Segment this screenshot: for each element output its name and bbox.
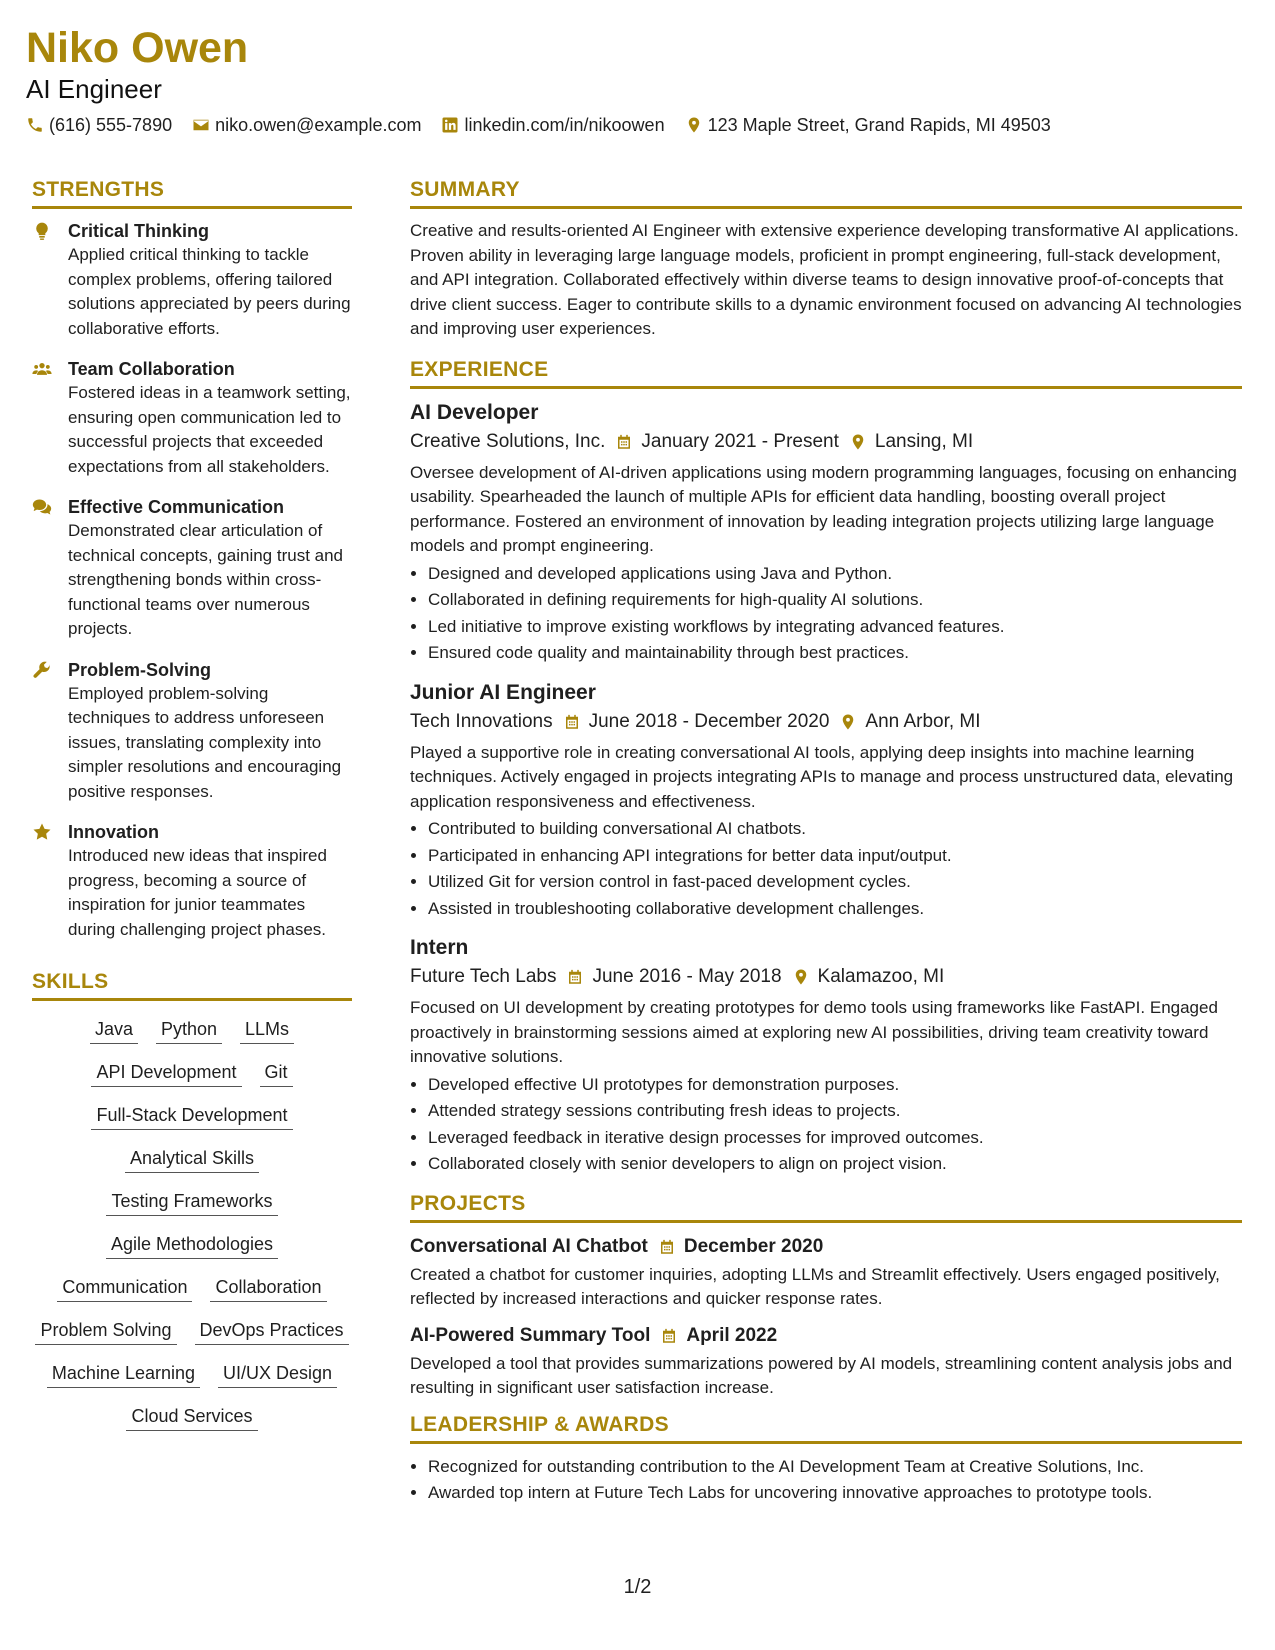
strength-description: Applied critical thinking to tackle complex problems, offering tailored solutions appreciated by peers during collaborative efforts.: [68, 245, 351, 338]
skill-tag: Testing Frameworks: [106, 1189, 277, 1216]
skill-row: [32, 1189, 352, 1216]
strength-description: Introduced new ideas that inspired progress, becoming a source of inspiration for junior teammates during challenging project phases.: [68, 846, 327, 939]
skill-tag: Cloud Services: [126, 1404, 257, 1431]
awards-heading: LEADERSHIP & AWARDS: [410, 1411, 1242, 1444]
project-description: Created a chatbot for customer inquiries, adopting LLMs and Streamlit effectively. Users engaged positively, reflected by increased interactions and quicker response rates.: [410, 1264, 1220, 1308]
skill-tag: Full-Stack Development: [91, 1103, 292, 1130]
skill-tag: Communication: [57, 1275, 192, 1302]
list-item: • Designed and developed applications using Java and Python.: [428, 561, 1242, 588]
list-item: • Ensured code quality and maintainability through best practices.: [428, 640, 1242, 667]
map-marker-icon: [792, 968, 810, 986]
contact-linkedin[interactable]: [441, 114, 664, 136]
list-item: • Collaborated in defining requirements for high-quality AI solutions.: [428, 587, 1242, 614]
resume-header: [26, 22, 1226, 136]
skill-tag: Git: [260, 1060, 293, 1087]
contact-phone: [26, 114, 172, 136]
skill-row: [32, 1361, 352, 1388]
left-column: [32, 176, 352, 1447]
page-number: 1/2: [623, 1576, 652, 1598]
job-bullets: [410, 561, 1242, 667]
project-date: [660, 1322, 777, 1350]
calendar-icon: [563, 713, 581, 731]
summary-text: Creative and results-oriented AI Engineer with extensive experience developing transformative AI applications. Proven ability in leveraging large language models, proficient in prompt engineering, full-stack development, and API integration. Collaborated effectively within diverse teams to design innovative proof-of-concepts that drive client success. Eager to contribute skills to a dynamic environment focused on advancing AI technologies and improving user experiences.: [410, 221, 1242, 338]
job-entry: [410, 934, 1242, 1178]
calendar-icon: [615, 433, 633, 451]
users-icon: [32, 359, 52, 379]
job-description: Played a supportive role in creating conversational AI tools, applying deep insights into machine learning techniques. Actively engaged in projects integrating APIs to manage and process unstructured data, elevating application responsiveness and effectiveness.: [410, 742, 1234, 811]
project-title: Conversational AI Chatbot: [410, 1235, 648, 1257]
list-item: • Contributed to building conversational AI chatbots.: [428, 816, 1242, 843]
job-dates-text: January 2021 - Present: [641, 430, 839, 452]
strength-icon-wrap: [32, 495, 56, 642]
skill-tag: Collaboration: [210, 1275, 326, 1302]
map-marker-icon: [849, 433, 867, 451]
map-marker-icon: [839, 713, 857, 731]
strengths-heading: STRENGTHS: [32, 176, 352, 209]
strength-item: [32, 357, 352, 479]
calendar-icon: [660, 1327, 678, 1345]
job-location: [792, 962, 945, 992]
skill-tag: Analytical Skills: [125, 1146, 259, 1173]
strength-icon-wrap: [32, 820, 56, 942]
job-location-text: Kalamazoo, MI: [817, 966, 945, 987]
strength-description: Employed problem-solving techniques to address unforeseen issues, translating complexity into simpler resolutions and encouraging positive responses.: [68, 683, 342, 801]
strength-icon-wrap: [32, 658, 56, 805]
project-entry: [410, 1233, 1242, 1312]
strength-description: Demonstrated clear articulation of technical concepts, gaining trust and strengthening bonds within cross-functional teams over numerous projects.: [68, 521, 344, 638]
skill-row: [32, 1146, 352, 1173]
strength-item: [32, 219, 352, 341]
project-date-text: December 2020: [683, 1235, 824, 1257]
skill-tag: UI/UX Design: [218, 1361, 337, 1388]
job-meta: [410, 427, 1242, 457]
job-dates: [566, 962, 781, 992]
skill-tag: Java: [90, 1017, 138, 1044]
contact-email[interactable]: [192, 114, 421, 136]
job-company: Future Tech Labs: [410, 966, 557, 987]
experience-list: [410, 399, 1242, 1178]
envelope-icon: [192, 116, 210, 134]
skill-tag: Machine Learning: [47, 1361, 200, 1388]
job-title: Junior AI Engineer: [410, 680, 596, 704]
linkedin-link[interactable]: linkedin.com/in/nikoowen: [464, 115, 665, 135]
list-item: • Collaborated closely with senior developers to align on project vision.: [428, 1151, 1242, 1178]
strength-body: [68, 495, 352, 642]
strength-item: [32, 495, 352, 642]
email-link[interactable]: niko.owen@example.com: [215, 115, 422, 135]
list-item: • Developed effective UI prototypes for demonstration purposes.: [428, 1072, 1242, 1099]
experience-heading: EXPERIENCE: [410, 356, 1242, 389]
strength-body: [68, 658, 352, 805]
calendar-icon: [566, 968, 584, 986]
phone-text: (616) 555-7890: [49, 115, 173, 135]
skill-row: [32, 1060, 352, 1087]
right-column: [410, 176, 1242, 1507]
job-location: [839, 707, 980, 737]
job-bullets: [410, 816, 1242, 922]
phone-icon: [26, 116, 44, 134]
project-date-text: April 2022: [686, 1324, 778, 1346]
skill-tag: LLMs: [240, 1017, 294, 1044]
job-description: Focused on UI development by creating prototypes for demo tools using frameworks like FastAPI. Engaged proactively in brainstorming sessions aimed at exploring new AI possibilities, driving team creativity toward innovative solutions.: [410, 998, 1218, 1066]
list-item: • Assisted in troubleshooting collaborative development challenges.: [428, 896, 1242, 923]
strength-icon-wrap: [32, 357, 56, 479]
project-title: AI-Powered Summary Tool: [410, 1324, 651, 1346]
project-header: [410, 1322, 1242, 1350]
skill-tag: Python: [156, 1017, 222, 1044]
star-icon: [32, 822, 52, 842]
list-item: • Utilized Git for version control in fast-paced development cycles.: [428, 869, 1242, 896]
skill-row: [32, 1275, 352, 1302]
summary-heading: SUMMARY: [410, 176, 1242, 209]
skill-row: [32, 1017, 352, 1044]
job-meta: [410, 962, 1242, 992]
skill-row: [32, 1404, 352, 1431]
skill-row: [32, 1103, 352, 1130]
comments-icon: [32, 497, 52, 517]
strength-body: [68, 820, 352, 942]
list-item: • Participated in enhancing API integrations for better data input/output.: [428, 843, 1242, 870]
strength-body: [68, 357, 352, 479]
list-item: • Recognized for outstanding contribution to the AI Development Team at Creative Solutions, Inc.: [428, 1454, 1242, 1481]
candidate-title: AI Engineer: [26, 74, 162, 104]
project-entry: [410, 1322, 1242, 1401]
job-location-text: Lansing, MI: [874, 430, 974, 452]
address-text: 123 Maple Street, Grand Rapids, MI 49503: [707, 115, 1051, 135]
strength-title: Innovation: [68, 822, 159, 842]
strength-description: Fostered ideas in a teamwork setting, ensuring open communication led to successful projects that exceeded expectations from all stakeholders.: [68, 383, 351, 476]
job-entry: [410, 399, 1242, 667]
job-meta: [410, 707, 1242, 737]
contact-bar: [26, 114, 1226, 136]
skill-row: [32, 1318, 352, 1345]
job-location-text: Ann Arbor, MI: [865, 710, 981, 732]
skill-tag: Agile Methodologies: [106, 1232, 278, 1259]
list-item: • Leveraged feedback in iterative design processes for improved outcomes.: [428, 1125, 1242, 1152]
skills-section: [32, 968, 352, 1431]
strength-title: Problem-Solving: [68, 659, 212, 680]
strength-icon-wrap: [32, 219, 56, 341]
skill-tag: Problem Solving: [35, 1318, 176, 1345]
job-company: Tech Innovations: [410, 710, 553, 732]
strength-item: [32, 820, 352, 942]
list-item: • Led initiative to improve existing workflows by integrating advanced features.: [428, 614, 1242, 641]
list-item: • Awarded top intern at Future Tech Labs for uncovering innovative approaches to prototype tools.: [428, 1480, 1242, 1507]
strength-title: Team Collaboration: [68, 359, 235, 379]
job-title: Intern: [410, 936, 469, 959]
linkedin-icon: [441, 116, 459, 134]
strength-item: [32, 658, 352, 805]
projects-list: [410, 1233, 1242, 1401]
strengths-list: [32, 219, 352, 942]
skill-tag: DevOps Practices: [195, 1318, 349, 1345]
lightbulb-icon: [32, 221, 52, 241]
contact-address: [685, 114, 1051, 136]
job-dates-text: June 2016 - May 2018: [592, 966, 782, 987]
strength-body: [68, 219, 352, 341]
job-bullets: [410, 1072, 1242, 1178]
list-item: • Attended strategy sessions contributing fresh ideas to projects.: [428, 1098, 1242, 1125]
project-description: Developed a tool that provides summarizations powered by AI models, streamlining content analysis jobs and resulting in significant user satisfaction increase.: [410, 1353, 1233, 1397]
project-header: [410, 1233, 1242, 1261]
strength-title: Critical Thinking: [68, 221, 210, 241]
skills-list: [32, 1017, 352, 1431]
job-title: AI Developer: [410, 400, 539, 424]
skill-row: [32, 1232, 352, 1259]
job-location: [849, 427, 973, 457]
job-dates: [563, 707, 830, 737]
calendar-icon: [658, 1238, 676, 1256]
map-marker-icon: [685, 116, 703, 134]
strength-title: Effective Communication: [68, 497, 285, 517]
projects-heading: PROJECTS: [410, 1190, 1242, 1223]
candidate-name: Niko Owen: [26, 24, 249, 72]
job-dates-text: June 2018 - December 2020: [588, 710, 830, 732]
awards-list: [410, 1454, 1242, 1507]
wrench-icon: [32, 660, 52, 680]
skill-tag: API Development: [91, 1060, 241, 1087]
job-dates: [615, 427, 839, 457]
job-company: Creative Solutions, Inc.: [410, 430, 606, 452]
job-description: Oversee development of AI-driven applications using modern programming languages, focusing on enhancing usability. Spearheaded the launch of multiple APIs for efficient data handling, boosting overall project performance. Fostered an environment of innovation by leading integration projects utilizing large language models and prompt engineering.: [410, 462, 1237, 555]
job-entry: [410, 679, 1242, 923]
project-date: [658, 1233, 823, 1261]
skills-heading: SKILLS: [32, 968, 352, 1001]
